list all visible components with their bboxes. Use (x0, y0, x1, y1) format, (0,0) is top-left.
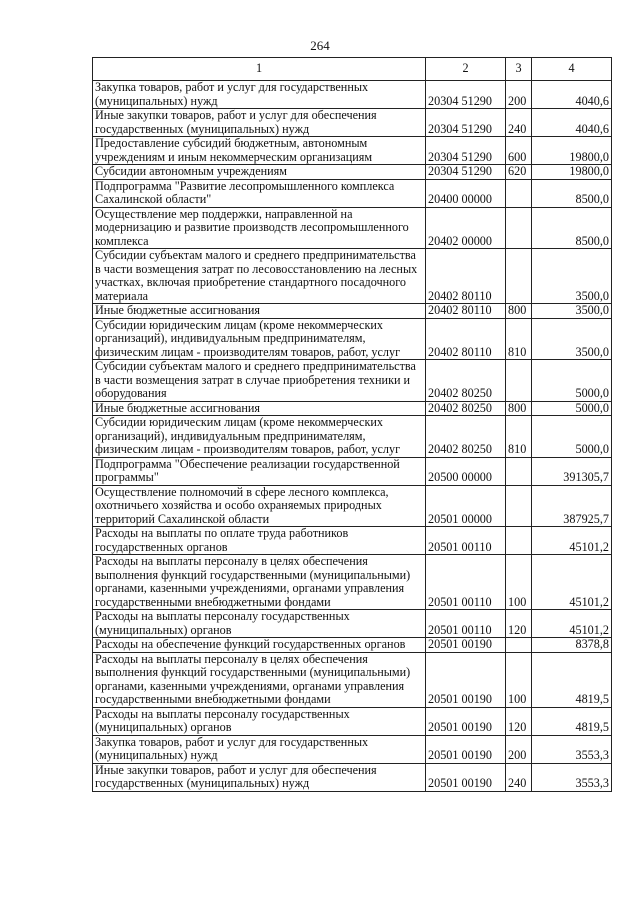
column-header-type: 3 (506, 58, 532, 81)
row-name: Расходы на выплаты персоналу в целях обеспечения выполнения функций государственными (муниципальными) органами, казенными учреждениями, органами управления государственными внебюджетными фондами (93, 555, 426, 610)
row-type (506, 249, 532, 304)
row-code: 20501 00110 (426, 610, 506, 638)
column-header-sum: 4 (532, 58, 612, 81)
row-name: Иные закупки товаров, работ и услуг для обеспечения государственных (муниципальных) нужд (93, 763, 426, 791)
row-code: 20304 51290 (426, 165, 506, 180)
row-sum: 5000,0 (532, 360, 612, 402)
row-sum: 3553,3 (532, 735, 612, 763)
row-type (506, 527, 532, 555)
table-row (93, 652, 612, 707)
table-row (93, 485, 612, 527)
row-code: 20501 00190 (426, 652, 506, 707)
row-code: 20402 80110 (426, 318, 506, 360)
row-code: 20501 00000 (426, 485, 506, 527)
row-sum: 3553,3 (532, 763, 612, 791)
table-row (93, 81, 612, 109)
row-name: Подпрограмма "Развитие лесопромышленного комплекса Сахалинской области" (93, 179, 426, 207)
table-row (93, 707, 612, 735)
row-name: Иные бюджетные ассигнования (93, 304, 426, 319)
table-row (93, 318, 612, 360)
row-name: Предоставление субсидий бюджетным, автономным учреждениям и иным некоммерческим организациям (93, 137, 426, 165)
table-row (93, 360, 612, 402)
row-name: Расходы на выплаты персоналу государственных (муниципальных) органов (93, 610, 426, 638)
table-row (93, 401, 612, 416)
row-name: Подпрограмма "Обеспечение реализации государственной программы" (93, 457, 426, 485)
table-body (93, 81, 612, 792)
row-sum: 4819,5 (532, 652, 612, 707)
row-type: 810 (506, 416, 532, 458)
row-sum: 3500,0 (532, 318, 612, 360)
row-name: Субсидии автономным учреждениям (93, 165, 426, 180)
row-sum: 4040,6 (532, 109, 612, 137)
table-row (93, 457, 612, 485)
table-row (93, 763, 612, 791)
row-name: Закупка товаров, работ и услуг для государственных (муниципальных) нужд (93, 735, 426, 763)
row-type (506, 207, 532, 249)
row-name: Закупка товаров, работ и услуг для государственных (муниципальных) нужд (93, 81, 426, 109)
table-row (93, 249, 612, 304)
row-sum: 4040,6 (532, 81, 612, 109)
row-type (506, 485, 532, 527)
row-code: 20501 00190 (426, 638, 506, 653)
row-sum: 8378,8 (532, 638, 612, 653)
table-row (93, 555, 612, 610)
row-name: Осуществление полномочий в сфере лесного комплекса, охотничьего хозяйства и особо охраняемых природных территорий Сахалинской области (93, 485, 426, 527)
row-name: Осуществление мер поддержки, направленной на модернизацию и развитие производств лесопромышленного комплекса (93, 207, 426, 249)
budget-table (92, 57, 612, 792)
table-row (93, 610, 612, 638)
row-sum: 8500,0 (532, 179, 612, 207)
row-type: 810 (506, 318, 532, 360)
table-row (93, 109, 612, 137)
row-type: 800 (506, 401, 532, 416)
row-sum: 387925,7 (532, 485, 612, 527)
row-sum: 19800,0 (532, 165, 612, 180)
table-row (93, 527, 612, 555)
row-code: 20304 51290 (426, 81, 506, 109)
table-row (93, 137, 612, 165)
column-header-name: 1 (93, 58, 426, 81)
row-code: 20304 51290 (426, 109, 506, 137)
table-row (93, 735, 612, 763)
row-sum: 8500,0 (532, 207, 612, 249)
row-code: 20402 80110 (426, 304, 506, 319)
row-type (506, 360, 532, 402)
row-code: 20402 80250 (426, 360, 506, 402)
row-sum: 4819,5 (532, 707, 612, 735)
table-header-row (93, 58, 612, 81)
row-name: Субсидии субъектам малого и среднего предпринимательства в части возмещения затрат в случае приобретения техники и оборудования (93, 360, 426, 402)
row-type: 240 (506, 109, 532, 137)
row-type: 200 (506, 735, 532, 763)
row-sum: 3500,0 (532, 249, 612, 304)
row-name: Расходы на обеспечение функций государственных органов (93, 638, 426, 653)
table-row (93, 207, 612, 249)
column-header-code: 2 (426, 58, 506, 81)
row-type: 240 (506, 763, 532, 791)
row-name: Расходы на выплаты по оплате труда работников государственных органов (93, 527, 426, 555)
row-name: Субсидии субъектам малого и среднего предпринимательства в части возмещения затрат по лесовосстановлению на лесных участках, включая приобретение стандартного посадочного материала (93, 249, 426, 304)
row-name: Иные закупки товаров, работ и услуг для обеспечения государственных (муниципальных) нужд (93, 109, 426, 137)
row-type: 100 (506, 652, 532, 707)
row-name: Иные бюджетные ассигнования (93, 401, 426, 416)
row-code: 20402 80250 (426, 416, 506, 458)
row-type: 600 (506, 137, 532, 165)
row-sum: 3500,0 (532, 304, 612, 319)
row-code: 20402 00000 (426, 207, 506, 249)
row-code: 20304 51290 (426, 137, 506, 165)
row-type (506, 638, 532, 653)
row-code: 20402 80110 (426, 249, 506, 304)
row-name: Расходы на выплаты персоналу в целях обеспечения выполнения функций государственными (муниципальными) органами, казенными учреждениями, органами управления государственными внебюджетными фондами (93, 652, 426, 707)
row-code: 20500 00000 (426, 457, 506, 485)
table-row (93, 416, 612, 458)
row-type: 620 (506, 165, 532, 180)
page-number: 264 (310, 38, 330, 53)
row-sum: 45101,2 (532, 527, 612, 555)
row-type: 200 (506, 81, 532, 109)
row-name: Расходы на выплаты персоналу государственных (муниципальных) органов (93, 707, 426, 735)
row-code: 20501 00110 (426, 555, 506, 610)
row-code: 20501 00190 (426, 763, 506, 791)
row-type: 120 (506, 707, 532, 735)
row-sum: 45101,2 (532, 555, 612, 610)
row-sum: 5000,0 (532, 416, 612, 458)
row-name: Субсидии юридическим лицам (кроме некоммерческих организаций), индивидуальным предпринимателям, физическим лицам - производителям товаров, работ, услуг (93, 318, 426, 360)
row-sum: 5000,0 (532, 401, 612, 416)
table-row (93, 638, 612, 653)
table-row (93, 179, 612, 207)
row-name: Субсидии юридическим лицам (кроме некоммерческих организаций), индивидуальным предпринимателям, физическим лицам - производителям товаров, работ, услуг (93, 416, 426, 458)
row-code: 20501 00190 (426, 707, 506, 735)
row-type: 800 (506, 304, 532, 319)
row-type: 120 (506, 610, 532, 638)
row-code: 20400 00000 (426, 179, 506, 207)
row-code: 20501 00190 (426, 735, 506, 763)
row-sum: 19800,0 (532, 137, 612, 165)
row-type (506, 457, 532, 485)
row-code: 20501 00110 (426, 527, 506, 555)
row-code: 20402 80250 (426, 401, 506, 416)
row-type: 100 (506, 555, 532, 610)
table-row (93, 165, 612, 180)
row-sum: 45101,2 (532, 610, 612, 638)
row-sum: 391305,7 (532, 457, 612, 485)
row-type (506, 179, 532, 207)
table-row (93, 304, 612, 319)
